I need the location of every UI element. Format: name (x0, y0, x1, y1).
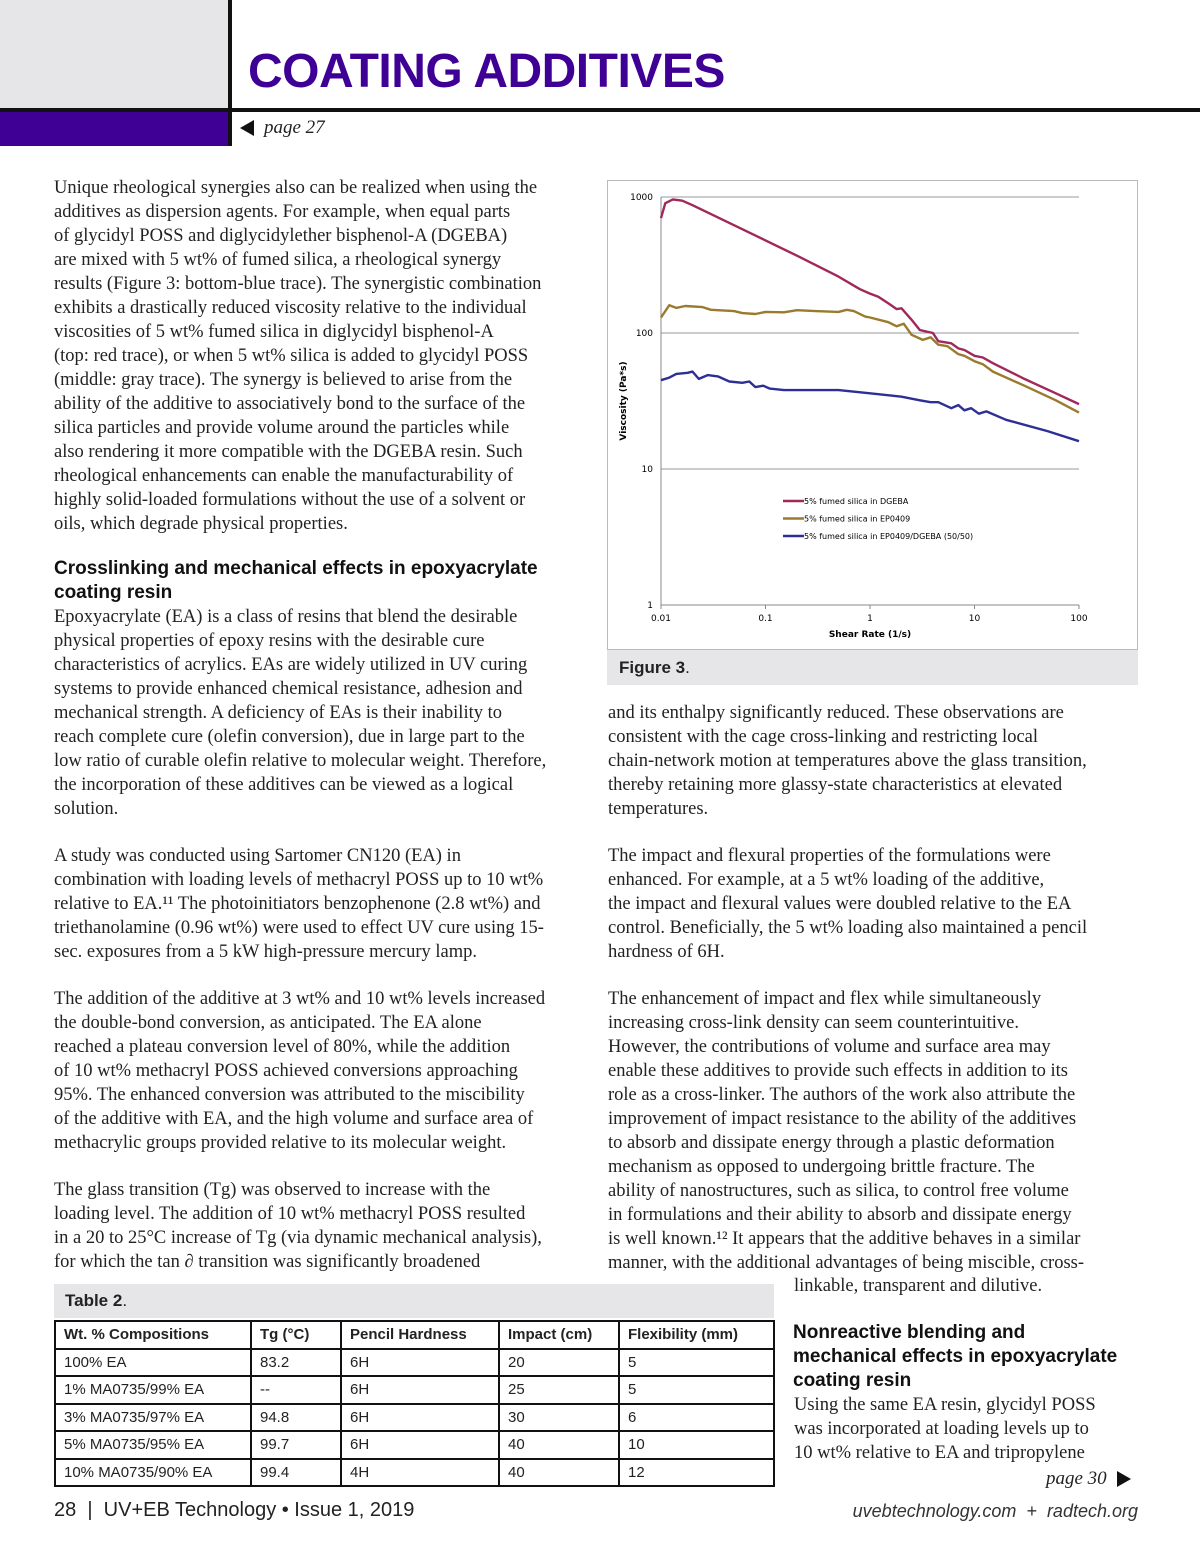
text-line: and its enthalpy significantly reduced. These observations are (608, 703, 1064, 723)
text-line: additives as dispersion agents. For example, when equal parts (54, 202, 511, 222)
table-2 (54, 1320, 775, 1487)
text-line: Using the same EA resin, glycidyl POSS (794, 1395, 1096, 1415)
text-line: manner, with the additional advantages of being miscible, cross- (608, 1253, 1085, 1273)
left-paragraph-2 (54, 605, 546, 821)
footer-issue: 28 | UV+EB Technology • Issue 1, 2019 (54, 1499, 415, 1521)
table-row (55, 1404, 774, 1432)
header-grey-block (0, 0, 228, 108)
text-line: chain-network motion at temperatures above the glass transition, (608, 751, 1087, 771)
text-line: The impact and flexural properties of the formulations were (608, 846, 1051, 866)
table-cell: 5 (619, 1376, 774, 1404)
x-tick-label: 100 (1070, 614, 1088, 624)
text-line: the incorporation of these additives can be viewed as a logical (54, 775, 514, 795)
y-tick-label: 1000 (630, 193, 653, 203)
table-cell: 25 (499, 1376, 619, 1404)
table-caption-label: Table 2 (65, 1291, 123, 1310)
table-cell: 6 (619, 1404, 774, 1432)
table-cell: 6H (341, 1349, 499, 1377)
legend-entry: 5% fumed silica in EP0409 (804, 514, 911, 524)
text-line: reach complete cure (olefin conversion), due in large part to the (54, 727, 525, 747)
x-tick-label: 1 (867, 614, 873, 624)
figure-caption-rest: . (685, 658, 690, 677)
viscosity-chart (608, 181, 1137, 649)
table-cell: 100% EA (55, 1349, 251, 1377)
table-cell: -- (251, 1376, 341, 1404)
section-title: COATING ADDITIVES (248, 45, 725, 98)
text-line: was incorporated at loading levels up to (794, 1419, 1089, 1439)
text-line: the impact and flexural values were doubled relative to the EA (608, 894, 1072, 914)
text-line: A study was conducted using Sartomer CN120 (EA) in (54, 846, 461, 866)
legend-entry: 5% fumed silica in DGEBA (804, 497, 909, 506)
text-line: enhanced. For example, at a 5 wt% loading of the additive, (608, 870, 1045, 890)
text-line: role as a cross-linker. The authors of the work also attribute the (608, 1085, 1076, 1105)
text-line: mechanical effects in epoxyacrylate (793, 1346, 1118, 1367)
text-line: reached a plateau conversion level of 80%, while the addition (54, 1037, 511, 1057)
text-line: of the additive with EA, and the high volume and surface area of (54, 1109, 534, 1129)
left-paragraph-3 (54, 844, 544, 964)
text-line: low ratio of curable olefin relative to molecular weight. Therefore, (54, 751, 547, 771)
text-line: Nonreactive blending and (793, 1322, 1026, 1343)
text-line: enable these additives to provide such effects in addition to its (608, 1061, 1068, 1081)
prev-page-link[interactable] (240, 117, 325, 139)
table-cell: 10% MA0735/90% EA (55, 1459, 251, 1487)
text-line: 95%. The enhanced conversion was attributed to the miscibility (54, 1085, 525, 1105)
table-cell: 6H (341, 1431, 499, 1459)
text-line: thereby retaining more glassy-state characteristics at elevated (608, 775, 1063, 795)
right-paragraph-1 (608, 701, 1087, 821)
text-line: coating resin (793, 1370, 912, 1391)
text-line: mechanism as opposed to undergoing brittle fracture. The (608, 1157, 1035, 1177)
x-tick-label: 0.01 (650, 614, 672, 624)
text-line: mechanical strength. A deficiency of EAs is their inability to (54, 703, 502, 723)
text-line: Unique rheological synergies also can be realized when using the (54, 178, 538, 198)
col-header: Flexibility (mm) (619, 1321, 774, 1349)
col-header: Wt. % Compositions (55, 1321, 251, 1349)
text-line: The addition of the additive at 3 wt% and 10 wt% levels increased (54, 989, 546, 1009)
text-line: 10 wt% relative to EA and tripropylene (794, 1443, 1085, 1463)
left-paragraph-4 (54, 987, 545, 1155)
text-line: loading level. The addition of 10 wt% methacryl POSS resulted (54, 1204, 526, 1224)
text-line: increasing cross-link density can seem counterintuitive. (608, 1013, 1019, 1033)
text-line: physical properties of epoxy resins with the desirable cure (54, 631, 485, 651)
table-cell: 30 (499, 1404, 619, 1432)
table-cell: 40 (499, 1431, 619, 1459)
text-line: consistent with the cage cross-linking and restricting local (608, 727, 1039, 747)
text-line: of 10 wt% methacryl POSS achieved conversions approaching (54, 1061, 518, 1081)
next-page-label: page 30 (1046, 1468, 1107, 1489)
text-line: combination with loading levels of methacryl POSS up to 10 wt% (54, 870, 544, 890)
text-line: triethanolamine (0.96 wt%) were used to effect UV cure using 15- (54, 918, 544, 938)
table-cell: 5% MA0735/95% EA (55, 1431, 251, 1459)
table-cell: 40 (499, 1459, 619, 1487)
left-paragraph-5 (54, 1178, 542, 1274)
text-line: methacrylic groups provided relative to its molecular weight. (54, 1133, 507, 1153)
text-line: of glycidyl POSS and diglycidylether bisphenol-A (DGEBA) (54, 226, 508, 246)
left-section-heading (54, 557, 538, 605)
table-cell: 83.2 (251, 1349, 341, 1377)
table-cell: 1% MA0735/99% EA (55, 1376, 251, 1404)
table-cell: 3% MA0735/97% EA (55, 1404, 251, 1432)
x-tick-label: 0.1 (758, 614, 773, 624)
text-line: hardness of 6H. (608, 942, 725, 962)
text-line: relative to EA.¹¹ The photoinitiators benzophenone (2.8 wt%) and (54, 894, 541, 914)
text-line: solution. (54, 799, 119, 819)
right-paragraph-3 (608, 987, 1084, 1275)
table-row (55, 1376, 774, 1404)
table-cell: 99.4 (251, 1459, 341, 1487)
table-row (55, 1349, 774, 1377)
figure-caption-label: Figure 3 (619, 658, 686, 677)
y-axis-label: Viscosity (Pa*s) (619, 361, 629, 441)
table-row (55, 1431, 774, 1459)
col-header: Impact (cm) (499, 1321, 619, 1349)
col-header: Tg (°C) (251, 1321, 341, 1349)
header-divider-vertical (228, 0, 232, 146)
x-axis-label: Shear Rate (1/s) (828, 630, 912, 640)
text-line: sec. exposures from a 5 kW high-pressure mercury lamp. (54, 942, 477, 962)
right-paragraph-2 (608, 844, 1087, 964)
right-paragraph-3-end: linkable, transparent and dilutive. (794, 1276, 1043, 1296)
text-line: The enhancement of impact and flex while simultaneously (608, 989, 1042, 1009)
table-cell: 4H (341, 1459, 499, 1487)
text-line: The glass transition (Tg) was observed to increase with the (54, 1180, 491, 1200)
table-caption (54, 1284, 774, 1318)
next-page-link[interactable] (1046, 1468, 1131, 1490)
text-line: are mixed with 5 wt% of fumed silica, a rheological synergy (54, 250, 502, 270)
text-line: exhibits a drastically reduced viscosity relative to the individual (54, 298, 527, 318)
text-line: However, the contributions of volume and surface area may (608, 1037, 1051, 1057)
text-line: Epoxyacrylate (EA) is a class of resins that blend the desirable (54, 607, 518, 627)
text-line: in a 20 to 25°C increase of Tg (via dynamic mechanical analysis), (54, 1228, 542, 1248)
prev-page-label: page 27 (264, 117, 325, 138)
table-header-row (55, 1321, 774, 1349)
table-cell: 10 (619, 1431, 774, 1459)
table-cell: 94.8 (251, 1404, 341, 1432)
text-line: control. Beneficially, the 5 wt% loading also maintained a pencil (608, 918, 1088, 938)
figure-caption (607, 650, 1138, 685)
text-line: improvement of impact resistance to the ability of the additives (608, 1109, 1077, 1129)
right-section-heading (793, 1321, 1117, 1393)
y-tick-label: 1 (647, 601, 653, 611)
text-line: is well known.¹² It appears that the additive behaves in a similar (608, 1229, 1081, 1249)
table-cell: 6H (341, 1376, 499, 1404)
text-line: for which the tan ∂ transition was significantly broadened (54, 1252, 481, 1272)
table-caption-rest: . (122, 1291, 128, 1310)
triangle-left-icon (240, 120, 254, 136)
text-line: results (Figure 3: bottom-blue trace). The synergistic combination (54, 274, 542, 294)
text-line: to absorb and dissipate energy through a plastic deformation (608, 1133, 1055, 1153)
text-line: (top: red trace), or when 5 wt% silica is added to glycidyl POSS (54, 346, 529, 366)
text-line: the double-bond conversion, as anticipated. The EA alone (54, 1013, 482, 1033)
table-cell: 12 (619, 1459, 774, 1487)
triangle-right-icon (1117, 1471, 1131, 1487)
text-line: (middle: gray trace). The synergy is believed to arise from the (54, 370, 513, 390)
table-cell: 99.7 (251, 1431, 341, 1459)
text-line: in formulations and their ability to absorb and dissipate energy (608, 1205, 1072, 1225)
text-line: rheological enhancements can enable the manufacturability of (54, 466, 514, 486)
figure-3-chart (607, 180, 1138, 650)
table-cell: 5 (619, 1349, 774, 1377)
table-cell: 6H (341, 1404, 499, 1432)
footer-websites: uvebtechnology.com + radtech.org (852, 1501, 1138, 1521)
table-cell: 20 (499, 1349, 619, 1377)
header-purple-block (0, 112, 228, 146)
series-line-0 (661, 199, 1079, 404)
text-line: coating resin (54, 582, 173, 603)
right-paragraph-4 (794, 1393, 1096, 1465)
text-line: characteristics of acrylics. EAs are widely utilized in UV curing (54, 655, 528, 675)
text-line: ability of nanostructures, such as silica, to control free volume (608, 1181, 1069, 1201)
text-line: temperatures. (608, 799, 709, 819)
text-line: Crosslinking and mechanical effects in epoxyacrylate (54, 558, 538, 579)
text-line: systems to provide enhanced chemical resistance, adhesion and (54, 679, 523, 699)
y-tick-label: 10 (641, 465, 653, 475)
y-tick-label: 100 (635, 329, 653, 339)
series-line-1 (661, 305, 1079, 412)
x-tick-label: 10 (968, 614, 981, 624)
left-paragraph-1 (54, 176, 541, 536)
col-header: Pencil Hardness (341, 1321, 499, 1349)
text-line: also rendering it more compatible with the DGEBA resin. Such (54, 442, 523, 462)
text-line: ability of the additive to associatively bond to the surface of the (54, 394, 526, 414)
text-line: highly solid-loaded formulations without the use of a solvent or (54, 490, 526, 510)
legend-entry: 5% fumed silica in EP0409/DGEBA (50/50) (804, 532, 974, 541)
text-line: silica particles and provide volume around the particles while (54, 418, 510, 438)
text-line: oils, which degrade physical properties. (54, 514, 348, 534)
table-row (55, 1459, 774, 1487)
text-line: viscosities of 5 wt% fumed silica in diglycidyl bisphenol-A (54, 322, 494, 342)
